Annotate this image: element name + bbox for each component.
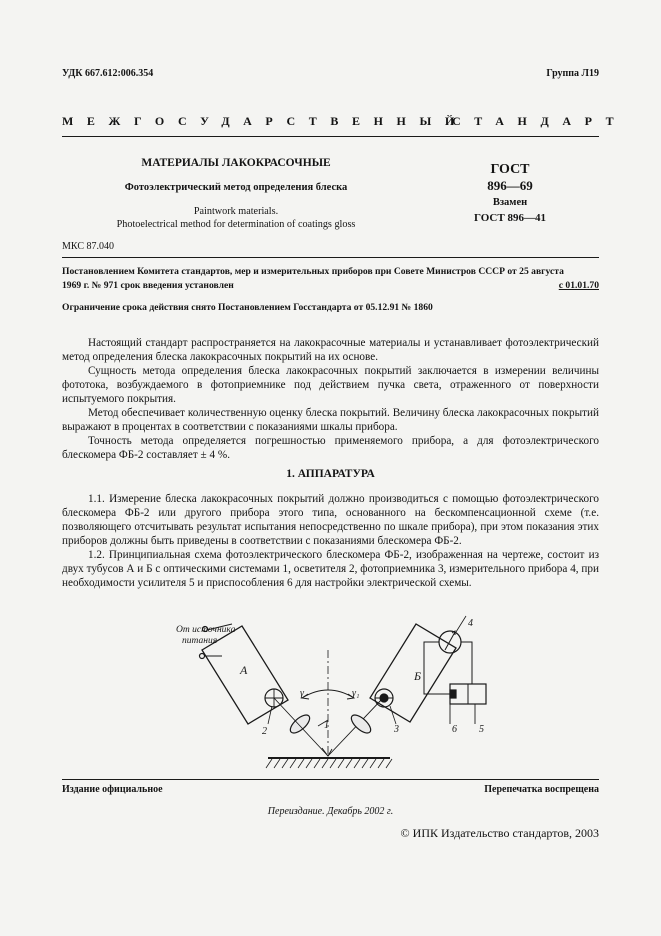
surface-hatching [266,759,392,768]
title-main: МАТЕРИАЛЫ ЛАКОКРАСОЧНЫЕ [141,157,331,169]
footer-rule [62,779,599,780]
replaced-gost: ГОСТ 896—41 [474,212,546,224]
title-en-2: Photoelectrical method for determination of coatings gloss [116,219,356,230]
replaces-label: Взамен [492,197,528,208]
gost-label: ГОСТ [490,162,530,177]
lens-right [348,712,373,736]
callout-4: 4 [468,618,473,629]
banner-standard: СТАНДАРТ [452,114,628,128]
callout-2: 2 [262,726,267,737]
angle-gamma-label: γ [300,688,304,699]
udk-code: УДК 667.612:006.354 [62,68,154,79]
callout-3: 3 [394,724,399,735]
section-heading-apparatus: 1. АППАРАТУРА [286,468,375,480]
mks-code: МКС 87.040 [62,241,114,252]
title-sub: Фотоэлектрический метод определения блеска [124,182,348,193]
decree-date: с 01.01.70 [558,280,599,291]
intro-text [62,336,599,462]
lens-left [287,712,312,736]
decree-line-1: Постановлением Комитета стандартов, мер и измерительных приборов при Совете Министров СССР от 25 августа [62,266,564,277]
callout-1: 1 [324,720,329,731]
group-code: Группа Л19 [546,68,599,79]
intro-paragraph: Сущность метода определения блеска лакокрасочных покрытий заключается в измерении величины фототока, возбуждаемого в фотоприемнике под действием пучка света, отраженного от поверхности испытуемого покрытия. [62,365,599,405]
power-source-label: питания [182,636,218,646]
glossmeter-schematic [150,612,520,774]
callout-5: 5 [479,724,484,735]
callout-6: 6 [452,724,457,735]
section-1-text [62,492,599,590]
title-en-1: Paintwork materials. [193,206,279,217]
power-terminal [200,654,205,659]
decree-restriction: Ограничение срока действия снято Постановлением Госстандарта от 05.12.91 № 1860 [62,302,433,313]
clause-1-1: 1.1. Измерение блеска лакокрасочных покрытий должно производиться с помощью фотоэлектрического блескомера ФБ-2 или другого прибора этого типа, основанного на бескомпенсационной схеме (т.е. позволяющего отсчитывать результат испытания непосредственно по шкале прибора), при этом показания этих приборов должны быть приведены в соответствии с показаниями блескомера ФБ-2. [62,493,599,547]
title-rule [62,257,599,258]
intro-paragraph: Точность метода определяется погрешностью применяемого прибора, а для фотоэлектрического блескомера ФБ-2 составляет ± 4 %. [62,435,599,461]
decree-line-2: 1969 г. № 971 срок введения установлен [62,280,234,291]
official-edition: Издание официальное [62,784,163,795]
clause-1-2: 1.2. Принципиальная схема фотоэлектрического блескомера ФБ-2, изображенная на чертеже, состоит из двух тубусов А и Б с оптическими системами 1, осветителя 2, фотоприемника 3, измерительного прибора 4, при необходимости усилителя 5 и приспособления 6 для настройки электрической схемы. [62,549,599,589]
tube-a-label: А [240,663,248,677]
gost-number: 896—69 [487,178,533,193]
incident-beam [274,698,328,756]
reprint-prohibited: Перепечатка воспрещена [484,784,599,795]
copyright: © ИПК Издательство стандартов, 2003 [400,826,599,840]
angle-gamma1-label: γ₁ [352,688,360,699]
header-rule [62,136,599,137]
reissue-note: Переиздание. Декабрь 2002 г. [267,806,394,817]
tube-b-label: Б [414,669,422,683]
intro-paragraph: Метод обеспечивает количественную оценку блеска покрытий. Величину блеска лакокрасочных покрытий выражают в процентах в соответствии с показаниями шкалы прибора. [62,407,599,433]
power-source-label: От источника [176,625,236,635]
intro-paragraph: Настоящий стандарт распространяется на лакокрасочные материалы и устанавливает фотоэлектрический метод определения блеска лакокрасочных покрытий на их основе. [62,337,599,363]
banner-interstate: МЕЖГОСУДАРСТВЕННЫЙ [62,114,468,128]
